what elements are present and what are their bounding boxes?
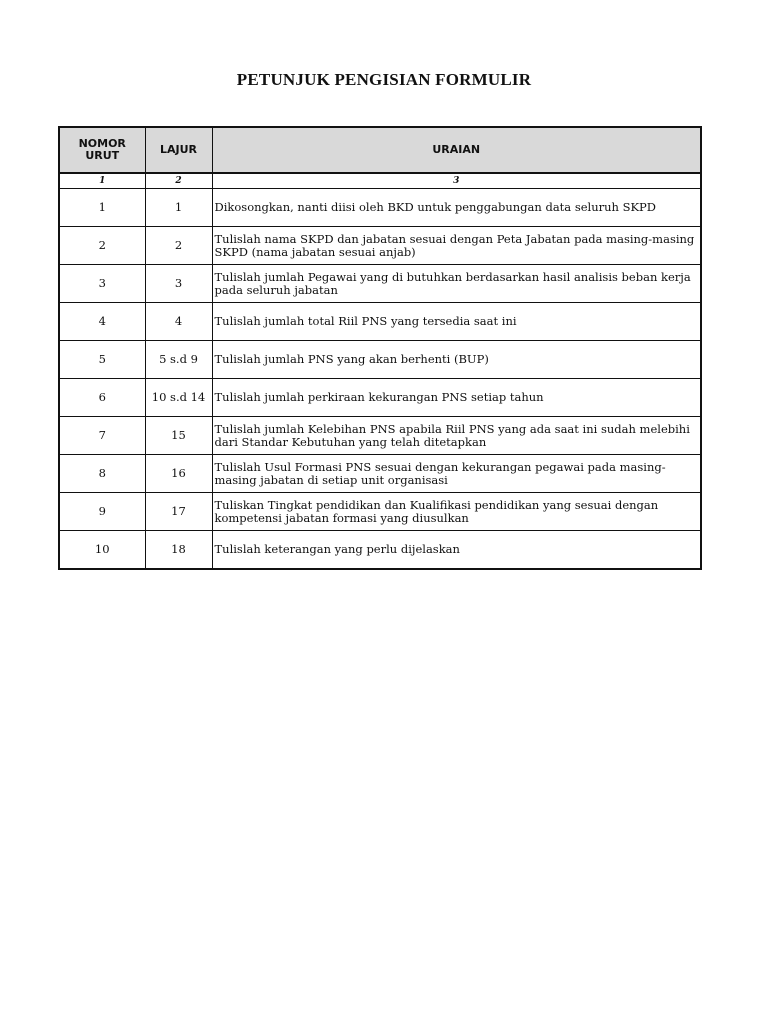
- cell-nomor: 4: [59, 303, 145, 341]
- cell-nomor: 10: [59, 531, 145, 570]
- cell-nomor: 3: [59, 265, 145, 303]
- table-row: [59, 417, 701, 455]
- cell-nomor: 9: [59, 493, 145, 531]
- column-index: 2: [145, 173, 212, 189]
- cell-lajur: 2: [145, 227, 212, 265]
- header-nomor-line2: URUT: [85, 149, 120, 162]
- cell-nomor: 8: [59, 455, 145, 493]
- cell-nomor: 6: [59, 379, 145, 417]
- cell-lajur: 17: [145, 493, 212, 531]
- instructions-table: [58, 126, 702, 570]
- cell-lajur: 3: [145, 265, 212, 303]
- cell-uraian: Tulislah jumlah Kelebihan PNS apabila Riil PNS yang ada saat ini sudah melebihi dari Standar Kebutuhan yang telah ditetapkan: [212, 417, 701, 455]
- column-index-row: [59, 173, 701, 189]
- cell-nomor: 7: [59, 417, 145, 455]
- table-row: [59, 189, 701, 227]
- cell-nomor: 2: [59, 227, 145, 265]
- cell-lajur: 18: [145, 531, 212, 570]
- table-row: [59, 227, 701, 265]
- cell-lajur: 5 s.d 9: [145, 341, 212, 379]
- table-row: [59, 493, 701, 531]
- table-row: [59, 455, 701, 493]
- column-index: 3: [212, 173, 701, 189]
- cell-uraian: Tulislah jumlah perkiraan kekurangan PNS setiap tahun: [212, 379, 701, 417]
- header-nomor-urut: [59, 127, 145, 173]
- cell-uraian: Tulislah jumlah total Riil PNS yang tersedia saat ini: [212, 303, 701, 341]
- cell-nomor: 5: [59, 341, 145, 379]
- table-row: [59, 379, 701, 417]
- cell-uraian: Tulislah keterangan yang perlu dijelaskan: [212, 531, 701, 570]
- table-row: [59, 531, 701, 570]
- cell-lajur: 15: [145, 417, 212, 455]
- table-header-row: [59, 127, 701, 173]
- cell-uraian: Tulislah nama SKPD dan jabatan sesuai dengan Peta Jabatan pada masing-masing SKPD (nama jabatan sesuai anjab): [212, 227, 701, 265]
- cell-uraian: Tulislah jumlah PNS yang akan berhenti (BUP): [212, 341, 701, 379]
- cell-uraian: Dikosongkan, nanti diisi oleh BKD untuk penggabungan data seluruh SKPD: [212, 189, 701, 227]
- cell-uraian: Tulislah jumlah Pegawai yang di butuhkan berdasarkan hasil analisis beban kerja pada seluruh jabatan: [212, 265, 701, 303]
- cell-nomor: 1: [59, 189, 145, 227]
- cell-uraian: Tuliskan Tingkat pendidikan dan Kualifikasi pendidikan yang sesuai dengan kompetensi jabatan formasi yang diusulkan: [212, 493, 701, 531]
- table-row: [59, 303, 701, 341]
- cell-uraian: Tulislah Usul Formasi PNS sesuai dengan kekurangan pegawai pada masing-masing jabatan di setiap unit organisasi: [212, 455, 701, 493]
- cell-lajur: 1: [145, 189, 212, 227]
- cell-lajur: 16: [145, 455, 212, 493]
- cell-lajur: 10 s.d 14: [145, 379, 212, 417]
- column-index: 1: [59, 173, 145, 189]
- document-title: PETUNJUK PENGISIAN FORMULIR: [236, 70, 532, 89]
- header-uraian: URAIAN: [212, 127, 701, 173]
- cell-lajur: 4: [145, 303, 212, 341]
- table-row: [59, 341, 701, 379]
- header-lajur: LAJUR: [145, 127, 212, 173]
- header-nomor-line1: NOMOR: [78, 137, 126, 150]
- table-row: [59, 265, 701, 303]
